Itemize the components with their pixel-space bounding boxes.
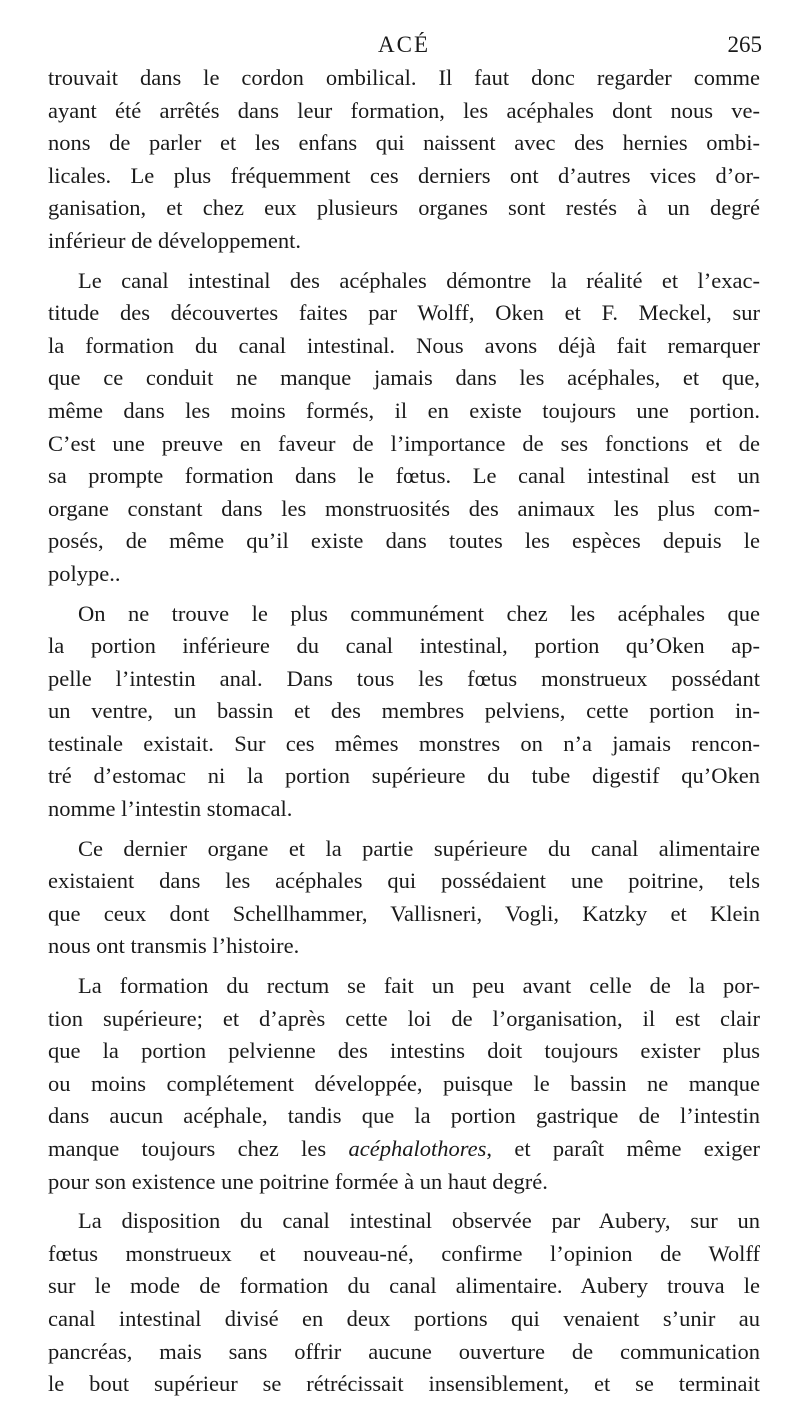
paragraph-6 (48, 1205, 760, 1401)
text-line: sa prompte formation dans le fœtus. Le canal intestinal est un (48, 463, 760, 489)
text-line: La formation du rectum se fait un peu avant celle de la por- (78, 973, 760, 999)
text-line: trouvait dans le cordon ombilical. Il faut donc regarder comme (48, 65, 760, 90)
body-text (48, 62, 760, 1401)
paragraph-4 (48, 833, 760, 963)
text-line: pancréas, mais sans offrir aucune ouverture de communication (48, 1338, 760, 1364)
text-line: nomme l’intestin stomacal. (48, 796, 293, 822)
page-header (46, 32, 762, 64)
text-line: posés, de même qu’il existe dans toutes les espèces depuis le (48, 528, 760, 554)
text-line: sur le mode de formation du canal alimentaire. Aubery trouva le (48, 1273, 760, 1299)
text-line: existaient dans les acéphales qui possédaient une poitrine, tels (48, 868, 760, 894)
text-line: inférieur de développement. (48, 227, 302, 253)
page-number: 265 (727, 32, 762, 57)
running-head: ACÉ (378, 32, 430, 57)
text-line: nons de parler et les enfans qui naissent avec des hernies ombi- (48, 130, 760, 156)
text-line: la formation du canal intestinal. Nous avons déjà fait remarquer (48, 332, 760, 358)
text-line: La disposition du canal intestinal observée par Aubery, sur un (78, 1208, 760, 1234)
text-line: Ce dernier organe et la partie supérieure du canal alimentaire (78, 835, 760, 861)
text-line: que ce conduit ne manque jamais dans les acéphales, et que, (48, 365, 760, 391)
text-line: ganisation, et chez eux plusieurs organes sont restés à un degré (48, 195, 760, 221)
text-line: licales. Le plus fréquemment ces derniers ont d’autres vices d’or- (48, 162, 760, 188)
text-line: tion supérieure; et d’après cette loi de l’organisation, il est clair (48, 1005, 760, 1031)
text-line: Le canal intestinal des acéphales démontre la réalité et l’exac- (78, 267, 760, 293)
paragraph-5 (48, 970, 760, 1198)
paragraph-2 (48, 265, 760, 591)
text-line: nous ont transmis l’histoire. (48, 933, 300, 959)
text-line: C’est une preuve en faveur de l’importance de ses fonctions et de (48, 430, 760, 456)
text-line-with-italic (48, 1133, 760, 1166)
text-line: polype.. (48, 560, 121, 586)
text-segment: , et paraît même exiger (486, 1136, 760, 1161)
text-line: un ventre, un bassin et des membres pelviens, cette portion in- (48, 698, 760, 724)
text-line: canal intestinal divisé en deux portions qui venaient s’unir au (48, 1305, 760, 1331)
text-line: tré d’estomac ni la portion supérieure du tube digestif qu’Oken (48, 763, 760, 789)
text-line: fœtus monstrueux et nouveau-né, confirme l’opinion de Wolff (48, 1240, 760, 1266)
italic-term: acéphalothores (348, 1136, 487, 1161)
text-line: dans aucun acéphale, tandis que la portion gastrique de l’intestin (48, 1103, 760, 1129)
text-line: le bout supérieur se rétrécissait insensiblement, et se terminait (48, 1371, 760, 1397)
text-line: ou moins complétement développée, puisque le bassin ne manque (48, 1070, 760, 1096)
text-line: que ceux dont Schellhammer, Vallisneri, Vogli, Katzky et Klein (48, 900, 760, 926)
text-line: la portion inférieure du canal intestinal, portion qu’Oken ap- (48, 633, 760, 659)
text-line: On ne trouve le plus communément chez les acéphales que (78, 600, 760, 626)
text-line: ayant été arrêtés dans leur formation, les acéphales dont nous ve- (48, 97, 760, 123)
text-line: testinale existait. Sur ces mêmes monstres on n’a jamais rencon- (48, 730, 760, 756)
text-line: même dans les moins formés, il en existe toujours une portion. (48, 397, 760, 423)
paragraph-3 (48, 598, 760, 826)
text-line: pour son existence une poitrine formée à un haut degré. (48, 1168, 548, 1194)
text-segment: manque toujours chez les (48, 1136, 349, 1161)
paragraph-1 (48, 62, 760, 258)
text-line: titude des découvertes faites par Wolff, Oken et F. Meckel, sur (48, 300, 760, 326)
text-line: que la portion pelvienne des intestins doit toujours exister plus (48, 1038, 760, 1064)
text-line: organe constant dans les monstruosités des animaux les plus com- (48, 495, 760, 521)
text-line: pelle l’intestin anal. Dans tous les fœtus monstrueux possédant (48, 665, 760, 691)
